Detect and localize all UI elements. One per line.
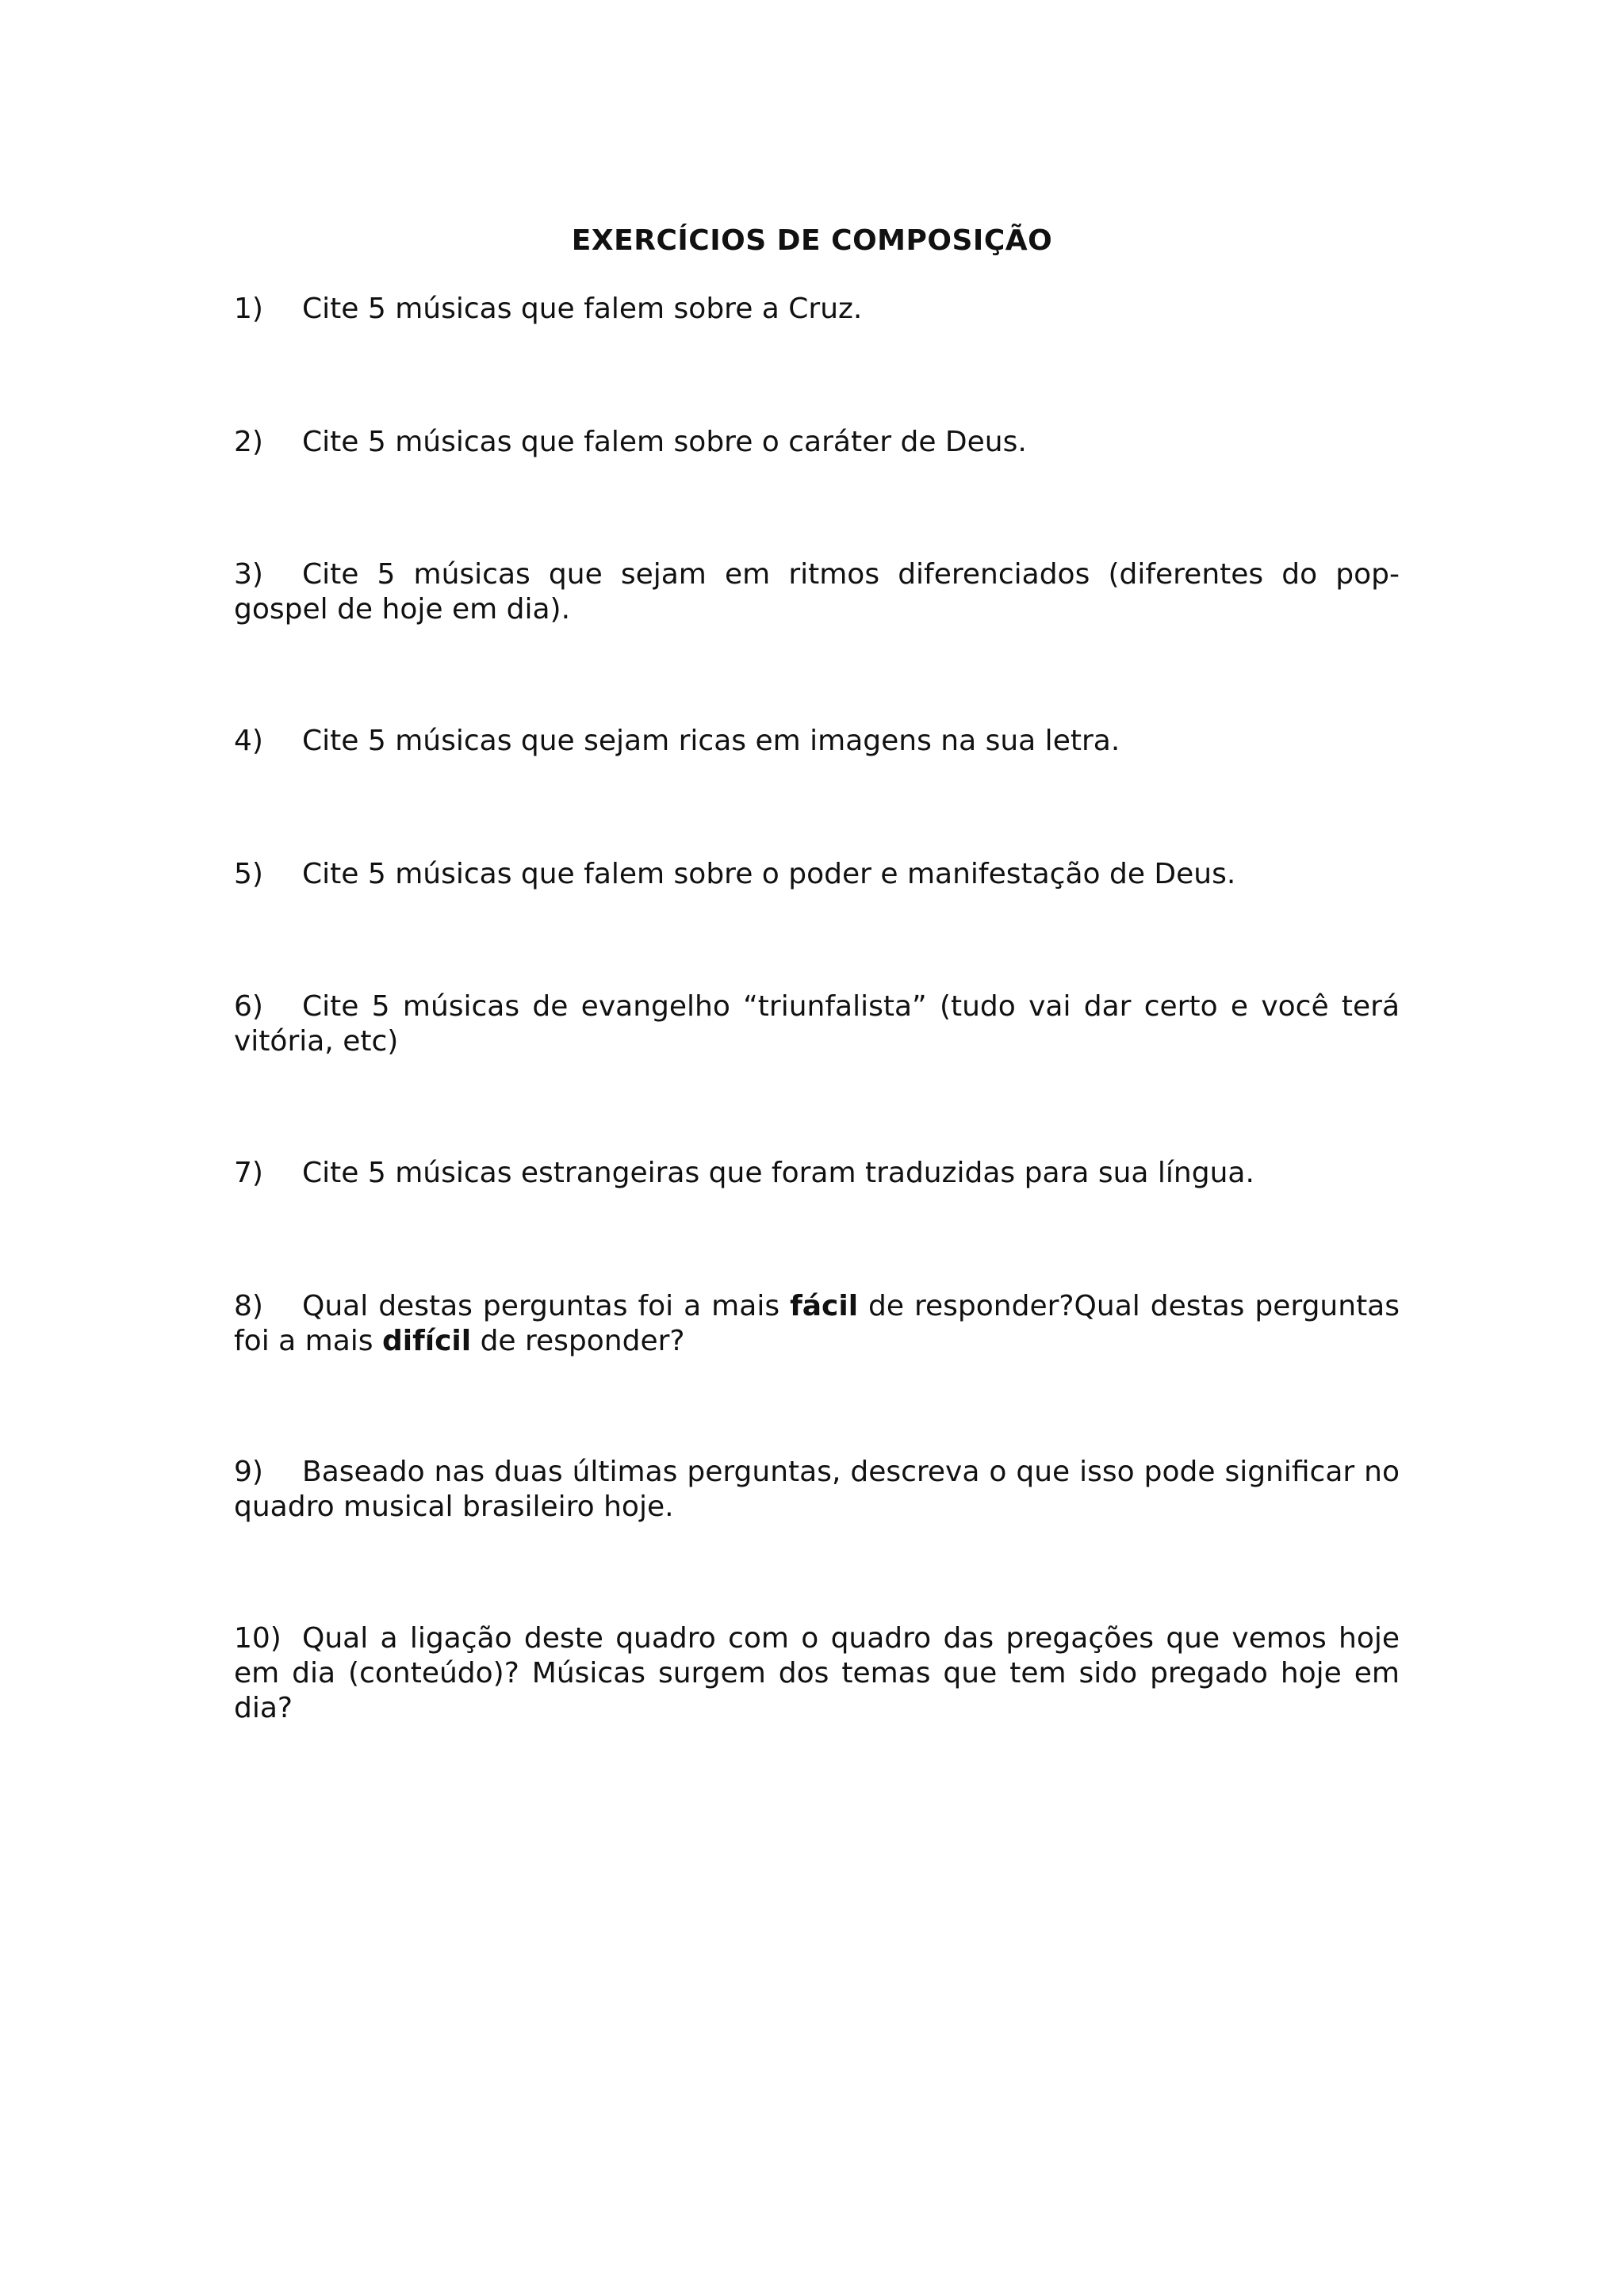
question-text: Cite 5 músicas que falem sobre o poder e manifestação de Deus. [302, 858, 1236, 890]
question-text: Cite 5 músicas que falem sobre a Cruz. [302, 293, 863, 325]
emphasis-difficult: difícil [381, 1325, 472, 1357]
question-text: Cite 5 músicas que sejam em ritmos diferenciados (diferentes do pop-gospel de hoje em dia). [234, 558, 1400, 626]
question-number: 8) [234, 1290, 263, 1322]
question-number: 4) [234, 725, 263, 757]
question-number: 6) [234, 990, 263, 1023]
question-1 [234, 292, 1400, 327]
question-2 [234, 425, 1400, 460]
question-7 [234, 1156, 1400, 1191]
question-10 [234, 1621, 1400, 1726]
question-9 [234, 1455, 1400, 1525]
question-6 [234, 989, 1400, 1059]
question-3 [234, 557, 1400, 627]
question-text: Cite 5 músicas que falem sobre o caráter de Deus. [302, 426, 1027, 458]
question-text-part: Qual destas perguntas foi a mais [302, 1290, 791, 1322]
page-title: EXERCÍCIOS DE COMPOSIÇÃO [571, 224, 1053, 257]
question-text-part: de responder?Qual destas perguntas foi a mais [234, 1290, 1400, 1357]
question-text-part: de responder? [471, 1325, 685, 1357]
question-4 [234, 724, 1400, 759]
question-5 [234, 857, 1400, 892]
question-text: Qual a ligação deste quadro com o quadro das pregações que vemos hoje em dia (conteúdo)? Músicas surgem dos temas que tem sido pregado hoje em dia? [234, 1622, 1400, 1724]
question-number: 9) [234, 1456, 263, 1488]
question-number: 3) [234, 558, 263, 591]
question-number: 1) [234, 293, 263, 325]
question-text: Cite 5 músicas que sejam ricas em imagens na sua letra. [302, 725, 1120, 757]
question-number: 10) [234, 1622, 282, 1655]
question-number: 5) [234, 858, 263, 890]
question-number: 2) [234, 426, 263, 458]
question-text: Baseado nas duas últimas perguntas, descreva o que isso pode significar no quadro musical brasileiro hoje. [234, 1456, 1400, 1523]
emphasis-easy: fácil [790, 1290, 859, 1322]
question-number: 7) [234, 1157, 263, 1189]
question-text: Cite 5 músicas de evangelho “triunfalista” (tudo vai dar certo e você terá vitória, etc) [234, 990, 1400, 1058]
question-text: Cite 5 músicas estrangeiras que foram traduzidas para sua língua. [302, 1157, 1254, 1189]
question-8 [234, 1289, 1400, 1359]
